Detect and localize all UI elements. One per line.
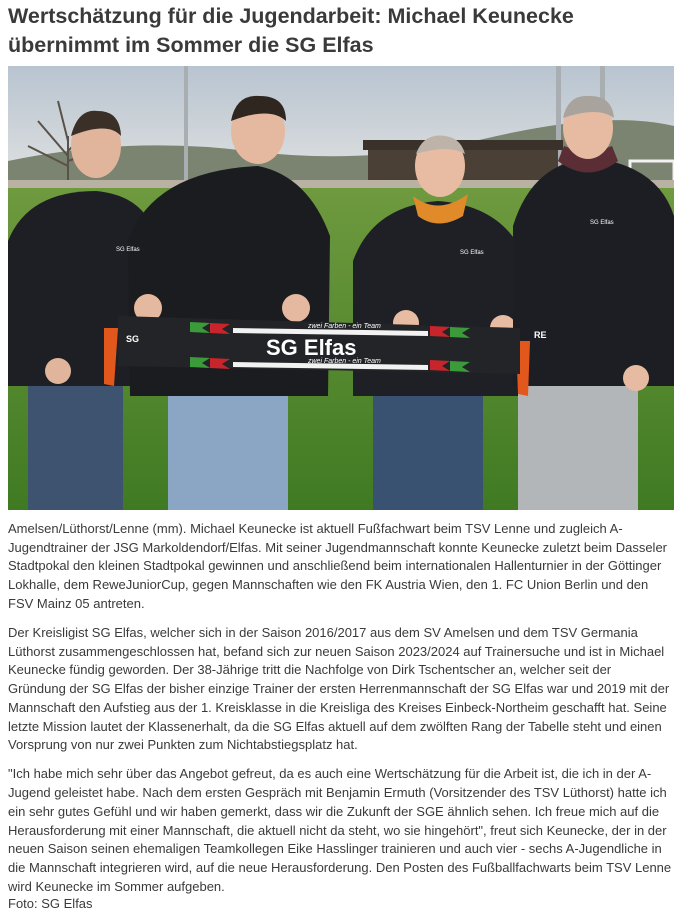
- article-title: Wertschätzung für die Jugendarbeit: Michael Keunecke übernimmt im Sommer die SG Elfas: [8, 4, 574, 57]
- paragraph: Amelsen/Lüthorst/Lenne (mm). Michael Keunecke ist aktuell Fußfachwart beim TSV Lenne und zugleich A-Jugendtrainer der JSG Markoldendorf/Elfas. Mit seiner Jugendmannschaft konnte Keunecke zuletzt beim Dasseler Stadtpokal den kleinen Stadtpokal gewinnen und anschließend beim internationalen Hallenturnier in der Göttinger Lokhalle, dem ReweJuniorCup, gegen Mannschaften wie den FK Austria Wien, den 1. FC Union Berlin und den FSV Mainz 05 antreten.: [8, 521, 668, 611]
- team-photo: [8, 66, 674, 510]
- jacket-logo: SG Elfas: [590, 220, 614, 226]
- paragraph: "Ich habe mich sehr über das Angebot gefreut, da es auch eine Wertschätzung für die Arbeit ist, die ich in der A-Jugend geleistet habe. Nach dem ersten Gespräch mit Benjamin Ermuth (Vorsitzender des TSV Lüthorst) hatte ich ein sehr gutes Gefühl und wir haben gemerkt, dass wir die Zukunft der SGE ähnlich sehen. Ich freue mich auf die Herausforderung mit einer Mannschaft, die aktuell nicht da steht, wo sie hingehört", freut sich Keunecke, der in der neuen Saison seinen ehemaligen Teamkollegen Eike Hasslinger trainieren und auch vier - sechs A-Jugendliche in die Mannschaft integrieren wird, auf die neue Herausforderung. Den Posten des Fußballfachwarts beim TSV Lenne wird Keunecke im Sommer aufgeben.: [8, 766, 672, 894]
- scarf-main-text: SG Elfas: [266, 335, 357, 360]
- jacket-sleeve-print: RE: [534, 330, 547, 340]
- article-body: [8, 520, 672, 907]
- scarf-slogan-top: zwei Farben - ein Team: [308, 323, 381, 330]
- jacket-logo: SG Elfas: [116, 247, 140, 253]
- jacket-logo: SG Elfas: [460, 250, 484, 256]
- scarf-slogan-bottom: zwei Farben - ein Team: [308, 358, 381, 365]
- scarf-side-text: SG: [126, 334, 140, 344]
- photo-credit: Foto: SG Elfas: [8, 896, 93, 911]
- paragraph: Der Kreisligist SG Elfas, welcher sich in der Saison 2016/2017 aus dem SV Amelsen und dem TSV Germania Lüthorst zusammengeschlossen hat, befand sich zur neuen Saison 2023/2024 auf Trainersuche und ist in Michael Keunecke fündig geworden. Der 38-Jährige tritt die Nachfolge von Dirk Tschentscher an, welcher seit der Gründung der SG Elfas der bisher einzige Trainer der ersten Herrenmannschaft der SG Elfas war und 2019 mit der Mannschaft den Aufstieg aus der 1. Kreisklasse in die Kreisliga des Kreises Einbeck-Northeim geschafft hat. Seine letzte Mission lautet der Klassenerhalt, da die SG Elfas aktuell auf dem zwölften Rang der Tabelle steht und einen Vorsprung von nur zwei Punkten zum Nichtabstiegsplatz hat.: [8, 625, 670, 753]
